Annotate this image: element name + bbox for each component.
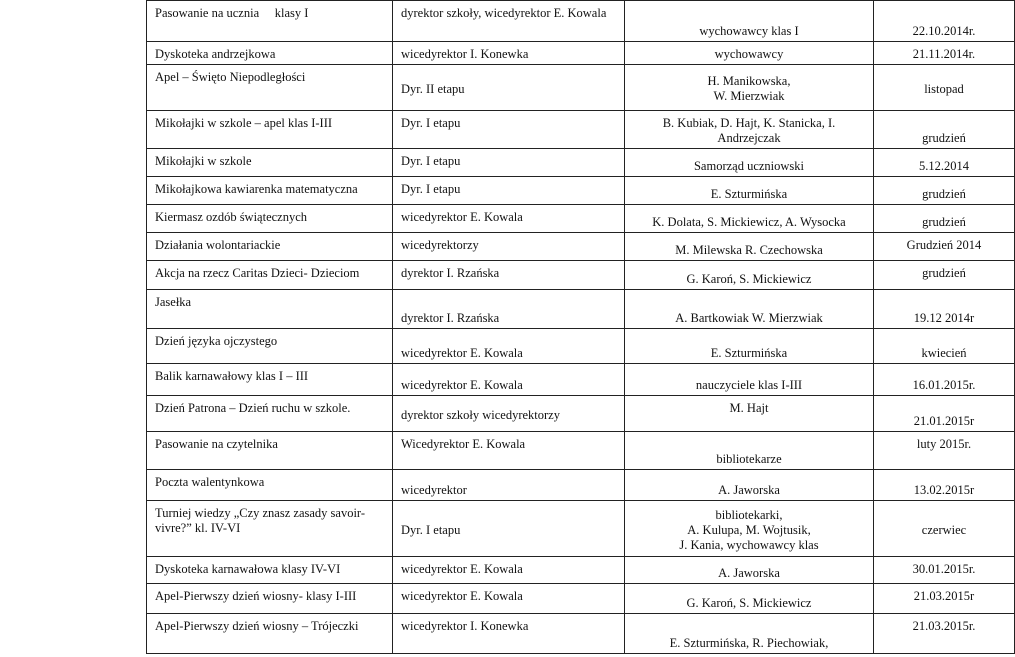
event-cell: Kiermasz ozdób świątecznych xyxy=(147,205,393,233)
executors-cell: G. Karoń, S. Mickiewicz xyxy=(625,261,874,290)
executors-cell: A. Bartkowiak W. Mierzwiak xyxy=(625,290,874,329)
responsible-cell: Dyr. I etapu xyxy=(393,501,625,557)
date-cell: 21.11.2014r. xyxy=(874,42,1015,65)
event-cell: Dyskoteka karnawałowa klasy IV-VI xyxy=(147,557,393,584)
table-row xyxy=(147,432,1015,470)
event-cell: Dzień Patrona – Dzień ruchu w szkole. xyxy=(147,396,393,432)
date-cell: Grudzień 2014 xyxy=(874,233,1015,261)
executors-cell: M. Milewska R. Czechowska xyxy=(625,233,874,261)
date-cell: grudzień xyxy=(874,177,1015,205)
table-row xyxy=(147,557,1015,584)
date-cell: listopad xyxy=(874,65,1015,111)
responsible-cell: wicedyrektor I. Konewka xyxy=(393,614,625,654)
responsible-cell: wicedyrektor xyxy=(393,470,625,501)
schedule-table-body xyxy=(147,1,1015,654)
responsible-cell: wicedyrektorzy xyxy=(393,233,625,261)
event-cell: Mikołajki w szkole – apel klas I-III xyxy=(147,111,393,149)
executors-cell: H. Manikowska, W. Mierzwiak xyxy=(625,65,874,111)
event-cell: Działania wolontariackie xyxy=(147,233,393,261)
responsible-cell: wicedyrektor E. Kowala xyxy=(393,329,625,364)
date-cell: 16.01.2015r. xyxy=(874,364,1015,396)
executors-cell: bibliotekarze xyxy=(625,432,874,470)
table-row xyxy=(147,364,1015,396)
responsible-cell: Dyr. I etapu xyxy=(393,149,625,177)
date-cell: 21.03.2015r xyxy=(874,584,1015,614)
event-cell: Pasowanie na czytelnika xyxy=(147,432,393,470)
executors-cell: A. Jaworska xyxy=(625,470,874,501)
responsible-cell: dyrektor szkoły, wicedyrektor E. Kowala xyxy=(393,1,625,42)
table-row xyxy=(147,329,1015,364)
table-row xyxy=(147,470,1015,501)
date-cell: czerwiec xyxy=(874,501,1015,557)
responsible-cell: Dyr. I etapu xyxy=(393,111,625,149)
event-cell: Dyskoteka andrzejkowa xyxy=(147,42,393,65)
event-cell: Akcja na rzecz Caritas Dzieci- Dzieciom xyxy=(147,261,393,290)
executors-cell: Samorząd uczniowski xyxy=(625,149,874,177)
table-row xyxy=(147,65,1015,111)
table-row xyxy=(147,501,1015,557)
table-row xyxy=(147,584,1015,614)
date-cell: 19.12 2014r xyxy=(874,290,1015,329)
executors-cell: wychowawcy klas I xyxy=(625,1,874,42)
date-cell: grudzień xyxy=(874,205,1015,233)
event-cell: Balik karnawałowy klas I – III xyxy=(147,364,393,396)
responsible-cell: Dyr. I etapu xyxy=(393,177,625,205)
schedule-table xyxy=(146,0,1015,654)
date-cell: grudzień xyxy=(874,111,1015,149)
date-cell: 5.12.2014 xyxy=(874,149,1015,177)
date-cell: 13.02.2015r xyxy=(874,470,1015,501)
table-row xyxy=(147,396,1015,432)
event-cell: Apel-Pierwszy dzień wiosny- klasy I-III xyxy=(147,584,393,614)
responsible-cell: wicedyrektor E. Kowala xyxy=(393,364,625,396)
table-row xyxy=(147,205,1015,233)
table-row xyxy=(147,1,1015,42)
table-row xyxy=(147,149,1015,177)
date-cell: luty 2015r. xyxy=(874,432,1015,470)
responsible-cell: wicedyrektor I. Konewka xyxy=(393,42,625,65)
table-row xyxy=(147,233,1015,261)
executors-cell: M. Hajt xyxy=(625,396,874,432)
event-cell: Pasowanie na ucznia klasy I xyxy=(147,1,393,42)
executors-cell: bibliotekarki, A. Kulupa, M. Wojtusik, J. Kania, wychowawcy klas xyxy=(625,501,874,557)
executors-cell: nauczyciele klas I-III xyxy=(625,364,874,396)
executors-cell: E. Szturmińska xyxy=(625,177,874,205)
table-row xyxy=(147,111,1015,149)
executors-cell: G. Karoń, S. Mickiewicz xyxy=(625,584,874,614)
event-cell: Apel-Pierwszy dzień wiosny – Trójeczki xyxy=(147,614,393,654)
responsible-cell: wicedyrektor E. Kowala xyxy=(393,205,625,233)
responsible-cell: dyrektor szkoły wicedyrektorzy xyxy=(393,396,625,432)
responsible-cell: Wicedyrektor E. Kowala xyxy=(393,432,625,470)
event-cell: Jasełka xyxy=(147,290,393,329)
executors-cell: E. Szturmińska xyxy=(625,329,874,364)
responsible-cell: wicedyrektor E. Kowala xyxy=(393,557,625,584)
responsible-cell: Dyr. II etapu xyxy=(393,65,625,111)
executors-cell: wychowawcy xyxy=(625,42,874,65)
date-cell: 30.01.2015r. xyxy=(874,557,1015,584)
event-cell: Turniej wiedzy „Czy znasz zasady savoir-vivre?” kl. IV-VI xyxy=(147,501,393,557)
responsible-cell: dyrektor I. Rzańska xyxy=(393,290,625,329)
table-row xyxy=(147,261,1015,290)
responsible-cell: dyrektor I. Rzańska xyxy=(393,261,625,290)
executors-cell: K. Dolata, S. Mickiewicz, A. Wysocka xyxy=(625,205,874,233)
event-cell: Mikołajkowa kawiarenka matematyczna xyxy=(147,177,393,205)
date-cell: kwiecień xyxy=(874,329,1015,364)
table-row xyxy=(147,42,1015,65)
event-cell: Apel – Święto Niepodległości xyxy=(147,65,393,111)
event-cell: Poczta walentynkowa xyxy=(147,470,393,501)
date-cell: 21.03.2015r. xyxy=(874,614,1015,654)
table-row xyxy=(147,290,1015,329)
executors-cell: B. Kubiak, D. Hajt, K. Stanicka, I. Andrzejczak xyxy=(625,111,874,149)
executors-cell: E. Szturmińska, R. Piechowiak, xyxy=(625,614,874,654)
event-cell: Mikołajki w szkole xyxy=(147,149,393,177)
date-cell: 21.01.2015r xyxy=(874,396,1015,432)
responsible-cell: wicedyrektor E. Kowala xyxy=(393,584,625,614)
table-row xyxy=(147,614,1015,654)
table-row xyxy=(147,177,1015,205)
executors-cell: A. Jaworska xyxy=(625,557,874,584)
date-cell: grudzień xyxy=(874,261,1015,290)
event-cell: Dzień języka ojczystego xyxy=(147,329,393,364)
date-cell: 22.10.2014r. xyxy=(874,1,1015,42)
